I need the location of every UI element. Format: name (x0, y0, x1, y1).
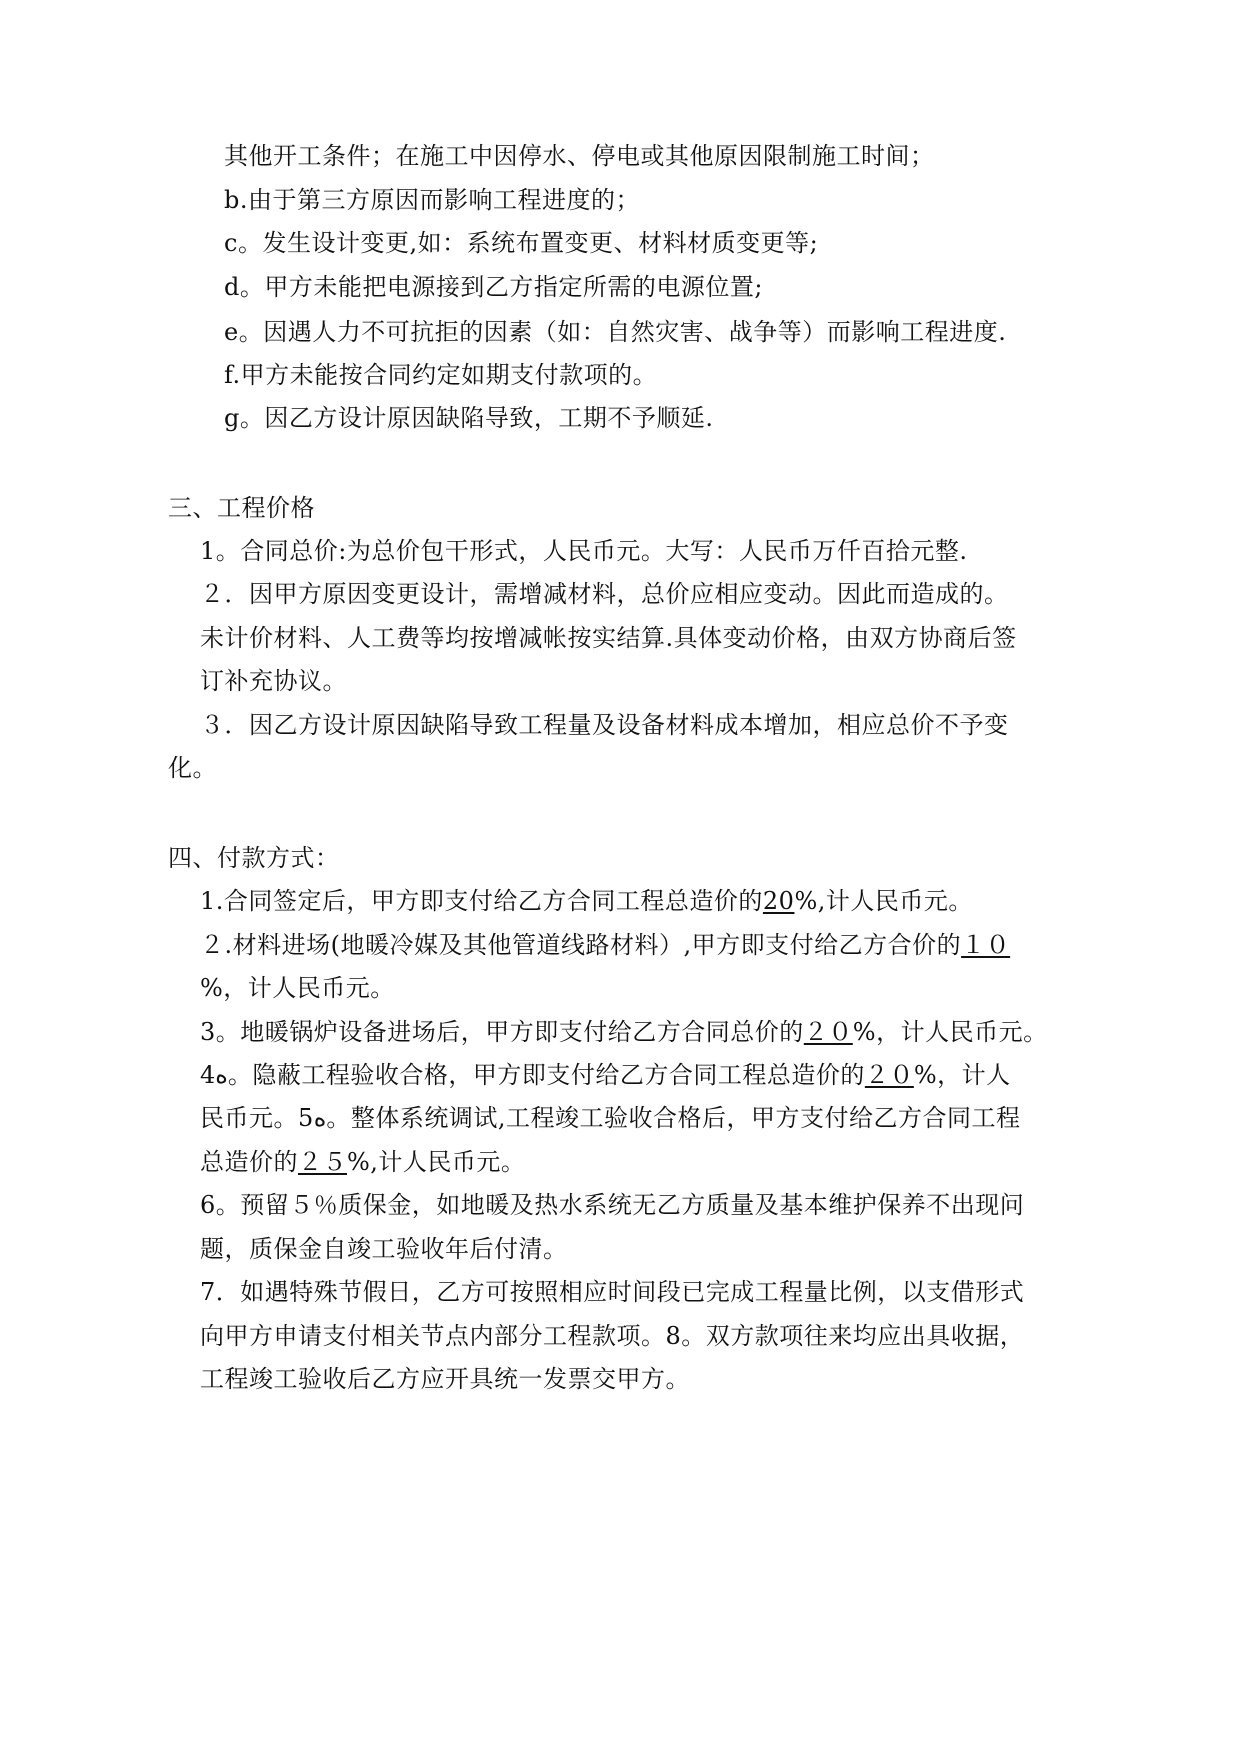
payment-item-3 (200, 1016, 1048, 1048)
payment-item-3-suffix: %，计人民币元。 (852, 1018, 1048, 1046)
payment-item-3-percent: ２０ (803, 1018, 853, 1046)
payment-item-5-text: 总造价的 (200, 1148, 298, 1176)
list-item-e: e。因遇人力不可抗拒的因素（如：自然灾害、战争等）而影响工程进度. (224, 318, 1007, 346)
payment-item-4-percent: ２０ (864, 1061, 914, 1089)
payment-item-4-line-1 (200, 1059, 1011, 1091)
payment-item-4-text: 4ه。隐蔽工程验收合格，甲方即支付给乙方合同工程总造价的 (200, 1061, 865, 1089)
payment-item-2-percent: １０ (961, 931, 1011, 959)
payment-item-5-suffix: %,计人民币元。 (347, 1148, 526, 1176)
price-item-3-line-1: ３．因乙方设计原因缺陷导致工程量及设备材料成本增加，相应总价不予变 (200, 711, 1009, 739)
list-item-d: d。甲方未能把电源接到乙方指定所需的电源位置; (224, 273, 763, 301)
list-item-b: b.由于第三方原因而影响工程进度的； (224, 186, 640, 214)
payment-item-2-line-1 (200, 929, 1010, 961)
price-item-1: 1。合同总价:为总价包干形式，人民币元。大写：人民币万仟百拾元整. (200, 537, 968, 565)
payment-item-1-suffix: %,计人民币元。 (794, 887, 973, 915)
payment-item-6-line-1: 6。预留５％质保金，如地暖及热水系统无乙方质量及基本维护保养不出现问 (200, 1191, 1025, 1219)
list-item-c: c。发生设计变更,如：系统布置变更、材料材质变更等; (224, 229, 819, 257)
list-item-f: f.甲方未能按合同约定如期支付款项的。 (224, 361, 658, 389)
payment-item-7-line-2: 向甲方申请支付相关节点内部分工程款项。8。双方款项往来均应出具收据， (200, 1322, 1025, 1350)
payment-item-4-line-3 (200, 1146, 525, 1178)
payment-item-7-line-3: 工程竣工验收后乙方应开具统一发票交甲方。 (200, 1365, 690, 1393)
section-heading-payment: 四、付款方式： (168, 844, 340, 872)
payment-item-6-line-2: 题，质保金自竣工验收年后付清。 (200, 1235, 568, 1263)
price-item-2-line-1: ２．因甲方原因变更设计，需增减材料，总价应相应变动。因此而造成的。 (200, 580, 1009, 608)
payment-item-2-line-2: %，计人民币元。 (200, 974, 395, 1002)
price-item-2-line-2: 未计价材料、人工费等均按增减帐按实结算.具体变动价格，由双方协商后签 (200, 624, 1017, 652)
payment-item-4-suffix: %，计人 (913, 1061, 1011, 1089)
payment-item-7-line-1: 7．如遇特殊节假日，乙方可按照相应时间段已完成工程量比例，以支借形式 (200, 1278, 1025, 1306)
payment-item-4-line-2: 民币元。5ه。整体系统调试,工程竣工验收合格后，甲方支付给乙方合同工程 (200, 1104, 1021, 1132)
list-item-g: g。因乙方设计原因缺陷导致，工期不予顺延. (224, 404, 714, 432)
payment-item-1-percent: 20 (762, 887, 795, 915)
price-item-3-line-2: 化。 (168, 754, 217, 782)
price-item-2-line-3: 订补充协议。 (200, 667, 347, 695)
payment-item-1 (200, 885, 973, 917)
payment-item-3-text: 3。地暖锅炉设备进场后，甲方即支付给乙方合同总价的 (200, 1018, 804, 1046)
payment-item-2-text: ２.材料进场(地暖冷媒及其他管道线路材料）,甲方即支付给乙方合价的 (200, 931, 962, 959)
payment-item-5-percent: ２５ (298, 1148, 347, 1176)
section-heading-price: 三、工程价格 (168, 494, 315, 522)
payment-item-1-text: 1.合同签定后，甲方即支付给乙方合同工程总造价的 (200, 887, 763, 915)
continuation-line: 其他开工条件；在施工中因停水、停电或其他原因限制施工时间； (224, 142, 935, 170)
